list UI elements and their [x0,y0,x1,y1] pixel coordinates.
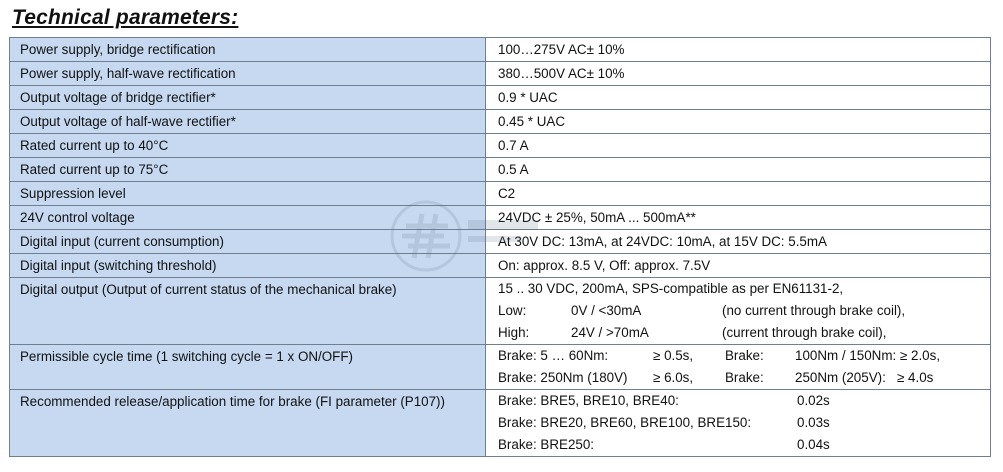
cycle-time-line: Brake: 5 … 60Nm: ≥ 0.5s, Brake: 100Nm / 150Nm: ≥ 2.0s, [498,348,941,363]
digital-output-high: High: 24V / >70mA (current through brake coil), [498,325,887,340]
param-label: Recommended release/application time for brake (FI parameter (P107)) [10,390,486,457]
param-label: Rated current up to 75°C [10,158,486,182]
table-row [10,38,991,62]
release-time-line: Brake: BRE250: 0.04s [498,437,830,452]
param-value: On: approx. 8.5 V, Off: approx. 7.5V [486,254,991,278]
param-value: C2 [486,182,991,206]
param-label: Permissible cycle time (1 switching cycle = 1 x ON/OFF) [10,345,486,390]
param-value: 0.5 A [486,158,991,182]
table-row [10,158,991,182]
table-row-release-time [10,390,991,457]
param-value: 0.9 * UAC [486,86,991,110]
technical-parameters-table [9,37,991,457]
param-value: 24VDC ± 25%, 50mA ... 500mA** [486,206,991,230]
cycle-time-line: Brake: 250Nm (180V) ≥ 6.0s, Brake: 250Nm (205V): ≥ 4.0s [498,370,934,385]
param-value [486,278,991,345]
table-row [10,110,991,134]
param-label: Digital output (Output of current status of the mechanical brake) [10,278,486,345]
table-row-cycle-time [10,345,991,390]
param-label: Power supply, half-wave rectification [10,62,486,86]
param-value: 0.7 A [486,134,991,158]
param-value: 0.45 * UAC [486,110,991,134]
table-row [10,206,991,230]
param-value: 100…275V AC± 10% [486,38,991,62]
release-time-line: Brake: BRE5, BRE10, BRE40: 0.02s [498,393,830,408]
param-label: Digital input (current consumption) [10,230,486,254]
table-row [10,230,991,254]
table-row [10,182,991,206]
param-value: 380…500V AC± 10% [486,62,991,86]
param-label: Output voltage of half-wave rectifier* [10,110,486,134]
param-label: Power supply, bridge rectification [10,38,486,62]
digital-output-line: 15 .. 30 VDC, 200mA, SPS-compatible as per EN61131-2, [498,281,844,296]
param-value [486,390,991,457]
page-title: Technical parameters: [12,6,239,29]
table-row [10,86,991,110]
table-row [10,62,991,86]
table-row-digital-output [10,278,991,345]
param-value [486,345,991,390]
param-label: Output voltage of bridge rectifier* [10,86,486,110]
param-label: Rated current up to 40°C [10,134,486,158]
param-value: At 30V DC: 13mA, at 24VDC: 10mA, at 15V DC: 5.5mA [486,230,991,254]
table-row [10,134,991,158]
release-time-line: Brake: BRE20, BRE60, BRE100, BRE150: 0.03s [498,415,830,430]
digital-output-low: Low: 0V / <30mA (no current through brake coil), [498,303,906,318]
param-label: Digital input (switching threshold) [10,254,486,278]
table-row [10,254,991,278]
param-label: 24V control voltage [10,206,486,230]
param-label: Suppression level [10,182,486,206]
